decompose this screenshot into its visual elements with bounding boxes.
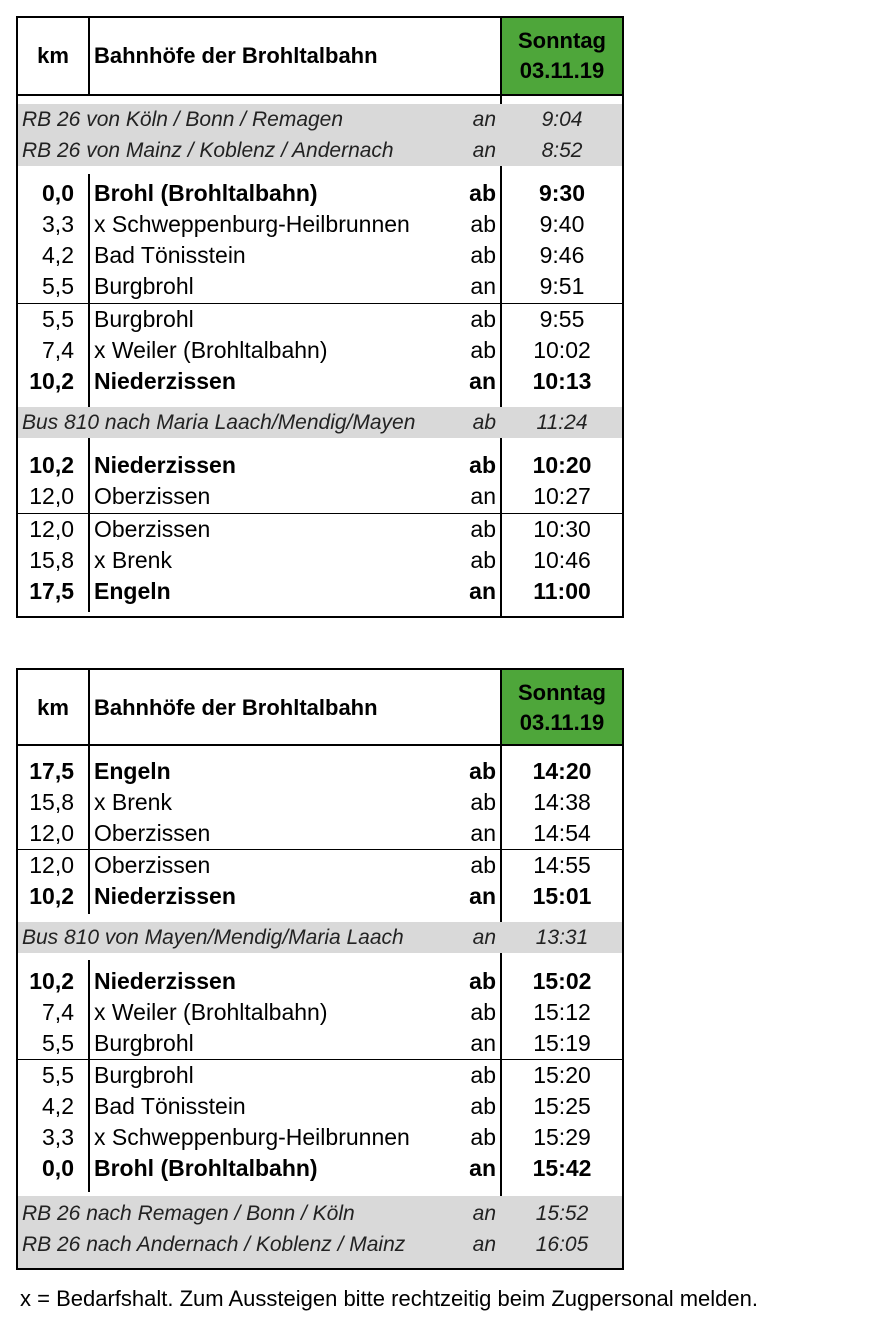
divider bbox=[18, 744, 622, 746]
table-row bbox=[18, 881, 622, 912]
table-row bbox=[18, 481, 622, 512]
km-cell: 5,5 bbox=[42, 273, 74, 299]
bus-connection-row bbox=[18, 407, 622, 438]
table-row bbox=[18, 1060, 622, 1091]
station-cell: Burgbrohl bbox=[94, 1062, 194, 1088]
dir-cell: an bbox=[470, 820, 496, 846]
time-cell: 15:25 bbox=[533, 1093, 591, 1119]
time-cell: 9:30 bbox=[538, 180, 586, 206]
table-row bbox=[18, 335, 622, 366]
connection-text: Bus 810 von Mayen/Mendig/Maria Laach bbox=[22, 926, 404, 949]
station-cell: Niederzissen bbox=[94, 452, 236, 478]
header-day-cell bbox=[502, 670, 622, 746]
table-row bbox=[18, 514, 622, 545]
km-cell: 10,2 bbox=[29, 883, 74, 909]
table-row bbox=[18, 366, 622, 397]
station-cell: Engeln bbox=[94, 578, 171, 604]
dir-cell: ab bbox=[469, 180, 496, 206]
header-km: km bbox=[37, 695, 69, 720]
time-cell: 10:02 bbox=[533, 337, 591, 363]
table-row bbox=[18, 271, 622, 302]
station-cell: x Schweppenburg-Heilbrunnen bbox=[94, 1124, 410, 1150]
dir-cell: ab bbox=[470, 852, 496, 878]
connection-row bbox=[18, 135, 622, 166]
bus-connection-row bbox=[18, 922, 622, 953]
time-cell: 14:55 bbox=[533, 852, 591, 878]
table-row bbox=[18, 209, 622, 240]
time-cell: 9:40 bbox=[539, 211, 585, 237]
divider bbox=[88, 670, 90, 744]
connection-dir: ab bbox=[472, 411, 496, 434]
table-row bbox=[18, 1028, 622, 1059]
time-cell: 15:29 bbox=[533, 1124, 591, 1150]
divider bbox=[18, 94, 622, 96]
footnote: x = Bedarfshalt. Zum Aussteigen bitte rechtzeitig beim Zugpersonal melden. bbox=[20, 1286, 758, 1311]
time-cell: 10:30 bbox=[533, 516, 591, 542]
time-cell: 15:02 bbox=[532, 968, 592, 994]
table-row bbox=[18, 1153, 622, 1184]
connection-dir: an bbox=[472, 108, 496, 131]
time-cell: 15:01 bbox=[532, 883, 592, 909]
station-cell: Brohl (Brohltalbahn) bbox=[94, 180, 318, 206]
time-cell: 15:12 bbox=[533, 999, 591, 1025]
km-cell: 0,0 bbox=[42, 180, 74, 206]
km-cell: 3,3 bbox=[42, 211, 74, 237]
station-cell: x Weiler (Brohltalbahn) bbox=[94, 999, 328, 1025]
dir-cell: ab bbox=[469, 758, 496, 784]
km-cell: 17,5 bbox=[29, 578, 74, 604]
connection-time: 15:52 bbox=[535, 1202, 589, 1225]
header-km: km bbox=[37, 43, 69, 68]
km-cell: 12,0 bbox=[29, 820, 74, 846]
dir-cell: an bbox=[470, 273, 496, 299]
connection-dir: an bbox=[472, 1233, 496, 1256]
time-cell: 15:19 bbox=[533, 1030, 591, 1056]
table-row bbox=[18, 450, 622, 481]
dir-cell: an bbox=[470, 1030, 496, 1056]
table-row bbox=[18, 966, 622, 997]
dir-cell: ab bbox=[470, 306, 496, 332]
connection-text: RB 26 von Mainz / Koblenz / Andernach bbox=[22, 139, 394, 162]
station-cell: Oberzissen bbox=[94, 852, 211, 878]
timetable-outbound bbox=[16, 16, 624, 618]
km-cell: 5,5 bbox=[42, 1062, 74, 1088]
table-row bbox=[18, 545, 622, 576]
time-cell: 14:20 bbox=[532, 758, 592, 784]
time-cell: 15:42 bbox=[532, 1155, 592, 1181]
km-cell: 12,0 bbox=[29, 483, 74, 509]
time-cell: 14:38 bbox=[533, 789, 591, 815]
connection-time: 8:52 bbox=[541, 139, 583, 162]
station-cell: Oberzissen bbox=[94, 820, 211, 846]
connection-text: RB 26 nach Remagen / Bonn / Köln bbox=[22, 1202, 355, 1225]
dir-cell: an bbox=[469, 368, 496, 394]
table-row bbox=[18, 240, 622, 271]
km-cell: 5,5 bbox=[42, 306, 74, 332]
station-cell: Burgbrohl bbox=[94, 1030, 194, 1056]
table-row bbox=[18, 818, 622, 849]
dir-cell: ab bbox=[470, 337, 496, 363]
time-cell: 10:27 bbox=[533, 483, 591, 509]
km-cell: 0,0 bbox=[42, 1155, 74, 1181]
time-cell: 9:51 bbox=[539, 273, 585, 299]
station-cell: Oberzissen bbox=[94, 483, 211, 509]
station-cell: Brohl (Brohltalbahn) bbox=[94, 1155, 318, 1181]
connection-text: RB 26 von Köln / Bonn / Remagen bbox=[22, 108, 344, 131]
table-row bbox=[18, 304, 622, 335]
dir-cell: an bbox=[469, 883, 496, 909]
table-row bbox=[18, 787, 622, 818]
header-day-cell bbox=[502, 18, 622, 94]
time-cell: 14:54 bbox=[533, 820, 591, 846]
time-cell: 15:20 bbox=[533, 1062, 591, 1088]
station-cell: Bad Tönisstein bbox=[94, 242, 246, 268]
time-cell: 9:46 bbox=[539, 242, 585, 268]
dir-cell: ab bbox=[470, 547, 496, 573]
km-cell: 7,4 bbox=[42, 999, 74, 1025]
header-title: Bahnhöfe der Brohltalbahn bbox=[94, 695, 378, 720]
table-row bbox=[18, 756, 622, 787]
km-cell: 4,2 bbox=[42, 242, 74, 268]
header-day: Sonntag bbox=[518, 28, 606, 53]
station-cell: Oberzissen bbox=[94, 516, 211, 542]
time-cell: 9:55 bbox=[539, 306, 585, 332]
station-cell: Burgbrohl bbox=[94, 306, 194, 332]
header-title: Bahnhöfe der Brohltalbahn bbox=[94, 43, 378, 68]
table-row bbox=[18, 997, 622, 1028]
time-cell: 11:00 bbox=[533, 578, 591, 604]
dir-cell: ab bbox=[470, 789, 496, 815]
station-cell: Burgbrohl bbox=[94, 273, 194, 299]
timetable-return bbox=[16, 668, 624, 1270]
dir-cell: an bbox=[470, 483, 496, 509]
station-cell: Engeln bbox=[94, 758, 171, 784]
dir-cell: ab bbox=[469, 968, 496, 994]
dir-cell: ab bbox=[469, 452, 496, 478]
km-cell: 10,2 bbox=[29, 368, 74, 394]
connection-time: 11:24 bbox=[536, 411, 588, 434]
km-cell: 10,2 bbox=[29, 968, 74, 994]
connection-time: 16:05 bbox=[535, 1233, 589, 1256]
header-date: 03.11.19 bbox=[519, 710, 605, 735]
km-cell: 12,0 bbox=[29, 516, 74, 542]
km-cell: 5,5 bbox=[42, 1030, 74, 1056]
station-cell: Niederzissen bbox=[94, 968, 236, 994]
connection-time: 9:04 bbox=[541, 108, 583, 131]
station-cell: x Brenk bbox=[94, 547, 172, 573]
table-row bbox=[18, 1091, 622, 1122]
km-cell: 4,2 bbox=[42, 1093, 74, 1119]
dir-cell: ab bbox=[470, 1124, 496, 1150]
km-cell: 10,2 bbox=[29, 452, 74, 478]
time-cell: 10:20 bbox=[532, 452, 592, 478]
table-row bbox=[18, 850, 622, 881]
dir-cell: ab bbox=[470, 1093, 496, 1119]
km-cell: 12,0 bbox=[29, 852, 74, 878]
table-row bbox=[18, 576, 622, 607]
time-cell: 10:46 bbox=[533, 547, 591, 573]
connection-row bbox=[18, 1198, 622, 1229]
header-day: Sonntag bbox=[518, 680, 606, 705]
connection-dir: an bbox=[472, 1202, 496, 1225]
divider bbox=[88, 18, 90, 94]
km-cell: 15,8 bbox=[29, 547, 74, 573]
connection-row bbox=[18, 104, 622, 135]
dir-cell: ab bbox=[470, 1062, 496, 1088]
station-cell: x Schweppenburg-Heilbrunnen bbox=[94, 211, 410, 237]
connection-dir: an bbox=[472, 139, 496, 162]
connection-time: 13:31 bbox=[535, 926, 589, 949]
station-cell: Niederzissen bbox=[94, 368, 236, 394]
km-cell: 15,8 bbox=[29, 789, 74, 815]
km-cell: 3,3 bbox=[42, 1124, 74, 1150]
dir-cell: an bbox=[469, 1155, 496, 1181]
station-cell: x Weiler (Brohltalbahn) bbox=[94, 337, 328, 363]
dir-cell: ab bbox=[470, 999, 496, 1025]
table-row bbox=[18, 1122, 622, 1153]
dir-cell: ab bbox=[470, 211, 496, 237]
dir-cell: ab bbox=[470, 242, 496, 268]
connection-text: Bus 810 nach Maria Laach/Mendig/Mayen bbox=[22, 411, 416, 434]
km-cell: 17,5 bbox=[29, 758, 74, 784]
header-date: 03.11.19 bbox=[519, 58, 605, 83]
station-cell: Niederzissen bbox=[94, 883, 236, 909]
station-cell: Bad Tönisstein bbox=[94, 1093, 246, 1119]
time-cell: 10:13 bbox=[532, 368, 592, 394]
dir-cell: ab bbox=[470, 516, 496, 542]
dir-cell: an bbox=[469, 578, 496, 604]
table-row bbox=[18, 178, 622, 209]
connection-row bbox=[18, 1229, 622, 1260]
connection-text: RB 26 nach Andernach / Koblenz / Mainz bbox=[22, 1233, 406, 1256]
connection-dir: an bbox=[472, 926, 496, 949]
station-cell: x Brenk bbox=[94, 789, 172, 815]
km-cell: 7,4 bbox=[42, 337, 74, 363]
